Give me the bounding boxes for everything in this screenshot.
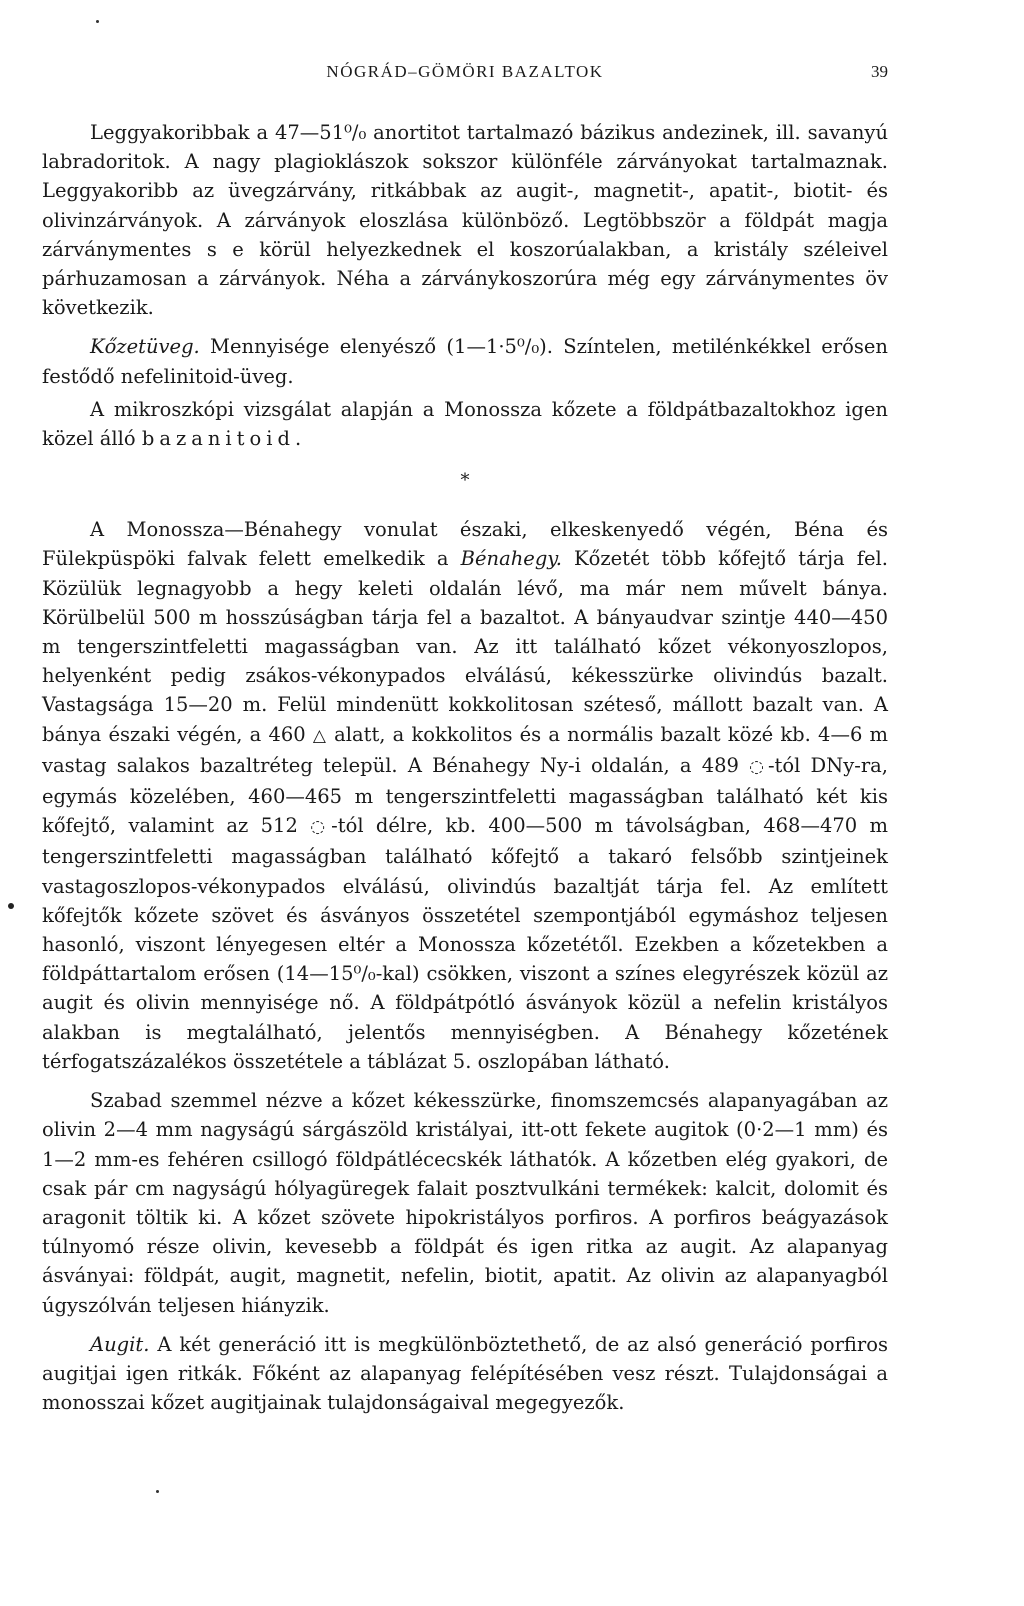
running-head bbox=[42, 62, 888, 90]
page-number: 39 bbox=[871, 62, 888, 81]
paragraph-text: Leggyakoribbak a 47—51⁰/₀ anortitot tartalmazó bázikus andezinek, ill. savanyú labradoritok. A nagy plagioklászok sokszor különféle zárványokat tartalmaznak. Leggyakoribb az üvegzárvány, ritkábbak az augit-, magnetit-, apatit-, biotit- és olivinzárványok. A zárványok eloszlása különböző. Legtöbbször a földpát magja zárványmentes s e körül helyezkednek el koszorúalakban, a kristály széleivel párhuzamosan a zárványok. Néha a zárványkoszorúra még egy zárványmentes öv következik. bbox=[42, 121, 888, 320]
paragraph-text: Kőzetét több kőfejtő tárja fel. Közülük legnagyobb a hegy keleti oldalán lévő, ma már nem művelt bánya. Körülbelül 500 m hosszúságban tárja fel a bazaltot. A bányaudvar szintje 440—450 m tengerszintfeletti magasságban van. Az itt található kőzet vékonyoszlopos, helyenként pedig zsákos-vékonypados elválású, kékesszürke olivindús bazalt. Vastagsága 15—20 m. Felül mindenütt kokkolitosan széteső, mállott bazalt van. A bánya északi végén, a 460 bbox=[42, 547, 888, 746]
paragraph-text: Szabad szemmel nézve a kőzet kékesszürke, finomszemcsés alapanyagában az olivin 2—4 mm nagyságú sárgászöld kristályai, itt-ott fekete augitok (0·2—1 mm) és 1—2 mm-es fehéren csillogó földpátlécecskék láthatók. A kőzetben elég gyakori, de csak pár cm nagyságú hólyagüregek falait posztvulkáni termékek: kalcit, dolomit és aragonit töltik ki. A kőzet szövete hipokristályos porfiros. A porfiros beágyazások túlnyomó része olivin, kevesebb a földpát és igen ritka az augit. Az alapanyag ásványai: földpát, augit, magnetit, nefelin, biotit, apatit. Az olivin az alapanyagból úgyszólván teljesen hiányzik. bbox=[42, 1089, 888, 1317]
paragraph-conclusion bbox=[42, 395, 888, 453]
paragraph-benahegy bbox=[42, 515, 888, 1076]
paragraph-text: -tól délre, kb. 400—500 m távolságban, 468—470 m tengerszintfeletti magasságban található kőfejtő a takaró felsőbb szintjeinek vastagoszlopos-vékonypados elválású, olivindús bazaltját tárja fel. Az említett kőfejtők kőzete szövet és ásványos összetétel szempontjából egymáshoz teljesen hasonló, viszont lényegesen eltér a Monossza kőzetétől. Ezekben a kőzetekben a földpáttartalom erősen (14—15⁰/₀-kal) csökken, viszont a színes elegyrészek közül az augit és olivin mennyisége nő. A földpátpótló ásványok közül a nefelin kristályos alakban is megtalálható, jelentős mennyiségben. A Bénahegy kőzetének térfogatszázalékos összetétele a táblázat 5. oszlopában látható. bbox=[42, 814, 888, 1073]
paragraph-text: alatt, a kokkolitos és a normális bazalt közé kb. 4—6 m vastag salakos bazaltréteg települ. A Bénahegy Ny-i oldalán, a 489 bbox=[42, 722, 889, 777]
scan-speck bbox=[156, 1490, 159, 1493]
triangulation-point-icon: △ bbox=[312, 725, 327, 746]
elevation-point-icon: ◌ bbox=[749, 756, 768, 777]
paragraph-text: Mennyisége elenyésző (1—1·5⁰/₀). Színtelen, metilénkékkel erősen festődő nefelinitoid-üveg. bbox=[42, 335, 888, 388]
header-title: NÓGRÁD–GÖMÖRI BAZALTOK bbox=[326, 62, 604, 81]
paragraph-end: . bbox=[294, 427, 302, 451]
elevation-point-icon: ◌ bbox=[310, 817, 332, 838]
body-text bbox=[42, 118, 888, 1417]
paragraph-label-rock-glass: Kőzetüveg. bbox=[90, 335, 200, 359]
paragraph-text: A Monossza—Bénahegy vonulat északi, elkeskenyedő végén, Béna és Fülekpüspöki falvak felett emelkedik a bbox=[42, 518, 888, 571]
scan-speck bbox=[96, 20, 99, 23]
margin-dot bbox=[8, 903, 14, 909]
paragraph-rock-glass bbox=[42, 332, 888, 390]
paragraph-augite bbox=[42, 1330, 888, 1418]
italic-place-name: Bénahegy. bbox=[460, 547, 562, 571]
section-separator: * bbox=[460, 470, 470, 492]
paragraph-macroscopic bbox=[42, 1086, 888, 1320]
paragraph-label-augite: Augit. bbox=[90, 1332, 150, 1356]
paragraph-text: A mikroszkópi vizsgálat alapján a Monossza kőzete a földpátbazaltokhoz igen közel álló bbox=[42, 397, 888, 451]
spaced-term-bazanitoid: bazanitoid bbox=[141, 427, 295, 451]
paragraph-text: A két generáció itt is megkülönböztethető, de az alsó generáció porfiros augitjai igen ritkák. Főként az alapanyag felépítésében vesz részt. Tulajdonságai a monosszai kőzet augitjainak tulajdonságaival megegyezők. bbox=[42, 1332, 888, 1415]
paragraph-plagioclase bbox=[42, 118, 888, 322]
paragraph-text: -tól DNy-ra, egymás közelében, 460—465 m tengerszintfeletti magasságban található két kis kőfejtő, valamint az 512 bbox=[42, 753, 888, 838]
